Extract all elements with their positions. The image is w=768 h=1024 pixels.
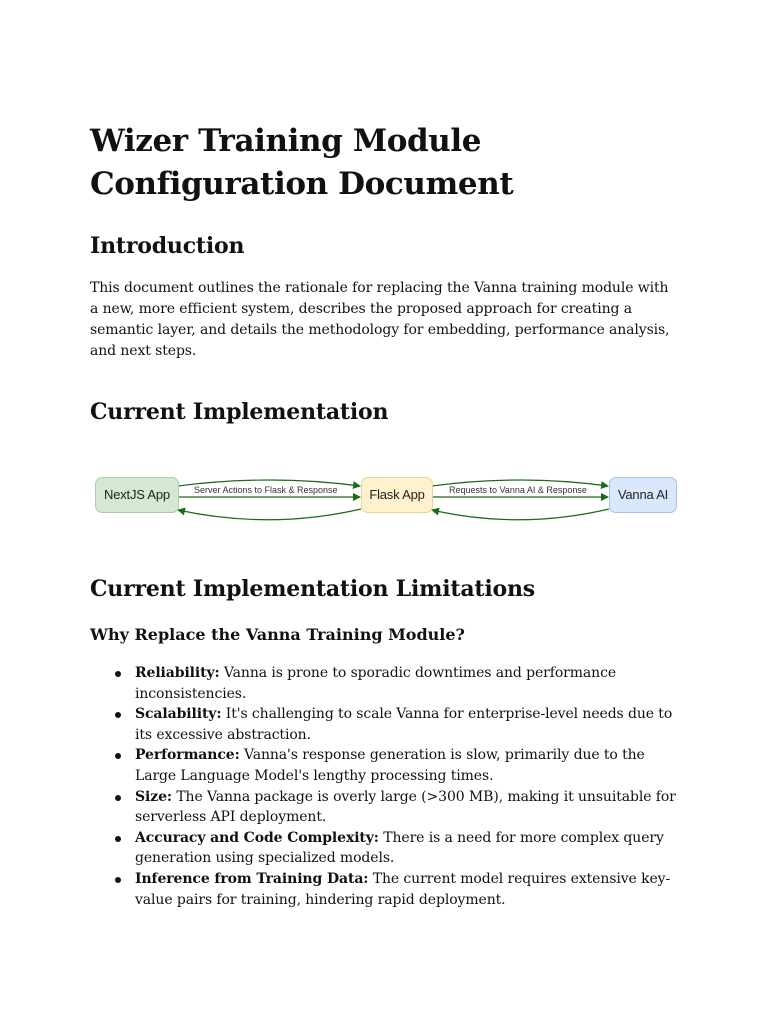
list-item xyxy=(90,704,680,745)
edge-label-flask-vanna: Requests to Vanna AI & Response xyxy=(449,485,587,495)
bullet-icon xyxy=(115,795,121,801)
current-implementation-section xyxy=(90,397,680,427)
limitation-text: Vanna is prone to sporadic downtimes and performance inconsistencies. xyxy=(135,665,616,702)
introduction-section xyxy=(90,231,680,261)
document-title: Wizer Training Module Configuration Document xyxy=(90,123,514,202)
limitations-list xyxy=(90,663,680,910)
bullet-icon xyxy=(115,712,121,718)
list-item xyxy=(90,663,680,704)
limitations-section xyxy=(90,574,680,604)
limitation-text: The current model requires extensive key-value pairs for training, hindering rapid deployment. xyxy=(135,870,671,908)
introduction-body-block xyxy=(90,278,680,362)
list-item xyxy=(90,745,680,786)
introduction-body: This document outlines the rationale for replacing the Vanna training module with a new, more efficient system, describes the proposed approach for creating a semantic layer, and details the methodology for embedding, performance analysis, and next steps. xyxy=(90,280,670,359)
list-item xyxy=(90,869,680,910)
limitations-subheading: Why Replace the Vanna Training Module? xyxy=(90,625,465,644)
limitation-term: Accuracy and Code Complexity: xyxy=(135,829,379,846)
bullet-icon xyxy=(115,836,121,842)
node-flask-app: Flask App xyxy=(361,477,433,513)
bullet-icon xyxy=(115,753,121,759)
limitation-text: The Vanna package is overly large (>300 MB), making it unsuitable for serverless API deployment. xyxy=(135,788,676,826)
current-implementation-heading: Current Implementation xyxy=(90,399,389,425)
arrow-vanna-to-flask xyxy=(432,509,609,520)
limitation-text: Vanna's response generation is slow, primarily due to the Large Language Model's lengthy processing times. xyxy=(135,747,645,784)
document-title-block xyxy=(90,120,680,206)
edge-label-nextjs-flask: Server Actions to Flask & Response xyxy=(194,485,338,495)
limitation-term: Inference from Training Data: xyxy=(135,870,369,887)
list-item xyxy=(90,787,680,828)
limitation-term: Size: xyxy=(135,788,172,805)
node-nextjs-app: NextJS App xyxy=(95,477,179,513)
bullet-icon xyxy=(115,671,121,677)
limitation-term: Performance: xyxy=(135,747,240,764)
limitation-text: There is a need for more complex query generation using specialized models. xyxy=(135,829,664,867)
list-item xyxy=(90,828,680,869)
bullet-icon xyxy=(115,877,121,883)
limitations-subsection xyxy=(90,624,680,646)
node-vanna-ai: Vanna AI xyxy=(609,477,677,513)
introduction-heading: Introduction xyxy=(90,233,245,259)
architecture-diagram xyxy=(90,470,682,526)
limitation-text: It's challenging to scale Vanna for enterprise-level needs due to its excessive abstraction. xyxy=(135,706,673,743)
limitation-term: Scalability: xyxy=(135,706,222,723)
limitation-term: Reliability: xyxy=(135,665,220,681)
limitations-list-block xyxy=(90,663,680,910)
arrow-flask-to-nextjs xyxy=(178,509,361,520)
limitations-heading: Current Implementation Limitations xyxy=(90,576,535,602)
